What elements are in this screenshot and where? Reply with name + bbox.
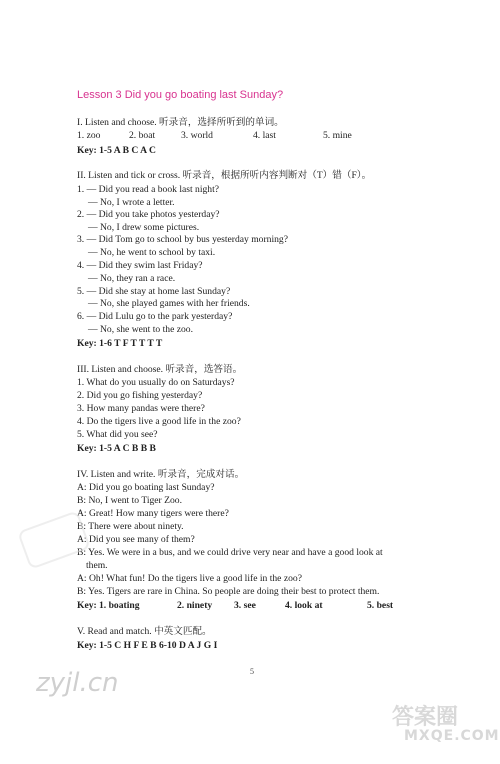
dialogue-line: A: Oh! What fun! Do the tigers live a good life in the zoo? [77, 573, 302, 584]
section-1-key: Key: 1-5 A B C A C [77, 145, 156, 156]
section-2-heading: II. Listen and tick or cross. 听录音，根据所听内容判断对（T）错（F）。 [77, 170, 372, 181]
section-2-line: 5. — Did she stay at home last Sunday? [77, 286, 231, 297]
dialogue-line: A: Great! How many tigers were there? [77, 508, 229, 519]
section-2-line: 3. — Did Tom go to school by bus yesterday morning? [77, 234, 288, 245]
section-2-line: — No, they ran a race. [88, 273, 176, 284]
key-item: 4. look at [285, 600, 323, 611]
watermark-left: zyjl.cn [36, 668, 119, 698]
section-2-line: — No, I drew some pictures. [88, 222, 200, 233]
section-2-line: 2. — Did you take photos yesterday? [77, 209, 220, 220]
key-item: 3. see [234, 600, 256, 611]
section-1-options [77, 130, 457, 142]
option-5: 5. mine [323, 130, 352, 141]
option-4: 4. last [253, 130, 276, 141]
section-5-heading: V. Read and match. 中英文匹配。 [77, 626, 212, 637]
section-4-heading: IV. Listen and write. 听录音，完成对话。 [77, 469, 245, 480]
section-2-line: 6. — Did Lulu go to the park yesterday? [77, 311, 233, 322]
watermark-shape [17, 510, 91, 569]
section-3-line: 4. Do the tigers live a good life in the zoo? [77, 416, 241, 427]
section-3-line: 5. What did you see? [77, 429, 158, 440]
dialogue-line: B: No, I went to Tiger Zoo. [77, 495, 183, 506]
key-label: Key: [77, 600, 97, 611]
option-1: 1. zoo [77, 130, 101, 141]
key-item: 1. boating [99, 600, 140, 611]
section-3-key: Key: 1-5 A C B B B [77, 443, 156, 454]
dialogue-line: B: Yes. We were in a bus, and we could drive very near and have a good look at [77, 547, 383, 558]
watermark-right-bottom: MXQE.COM [404, 728, 500, 744]
section-3-line: 1. What do you usually do on Saturdays? [77, 377, 235, 388]
watermark-right-top: 答案圈 [392, 705, 459, 730]
option-3: 3. world [181, 130, 213, 141]
section-3-line: 2. Did you go fishing yesterday? [77, 390, 203, 401]
section-2-line: — No, he went to school by taxi. [88, 247, 216, 258]
section-2-key: Key: 1-6 T F T T T T [77, 338, 163, 349]
section-1-heading: I. Listen and choose. 听录音，选择所听到的单词。 [77, 117, 284, 128]
key-item: 5. best [367, 600, 394, 611]
section-2-line: — No, she played games with her friends. [88, 298, 250, 309]
section-2-line: 1. — Did you read a book last night? [77, 184, 220, 195]
dialogue-line: A: Did you go boating last Sunday? [77, 482, 215, 493]
lesson-title: Lesson 3 Did you go boating last Sunday? [77, 89, 284, 101]
section-4-key [77, 600, 477, 612]
section-2-line: 4. — Did they swim last Friday? [77, 260, 203, 271]
dialogue-line: B: Yes. Tigers are rare in China. So people are doing their best to protect them. [77, 586, 380, 597]
page-number: 5 [250, 667, 254, 676]
section-2-line: — No, she went to the zoo. [88, 324, 193, 335]
dialogue-line: B: There were about ninety. [77, 521, 184, 532]
dialogue-line: A: Did you see many of them? [77, 534, 195, 545]
option-2: 2. boat [129, 130, 156, 141]
key-item: 2. ninety [177, 600, 213, 611]
section-3-line: 3. How many pandas were there? [77, 403, 205, 414]
section-5-key: Key: 1-5 C H F E B 6-10 D A J G I [77, 640, 218, 651]
dialogue-line: them. [86, 560, 108, 571]
section-3-heading: III. Listen and choose. 听录音，选答语。 [77, 364, 243, 375]
section-2-line: — No, I wrote a letter. [88, 197, 175, 208]
